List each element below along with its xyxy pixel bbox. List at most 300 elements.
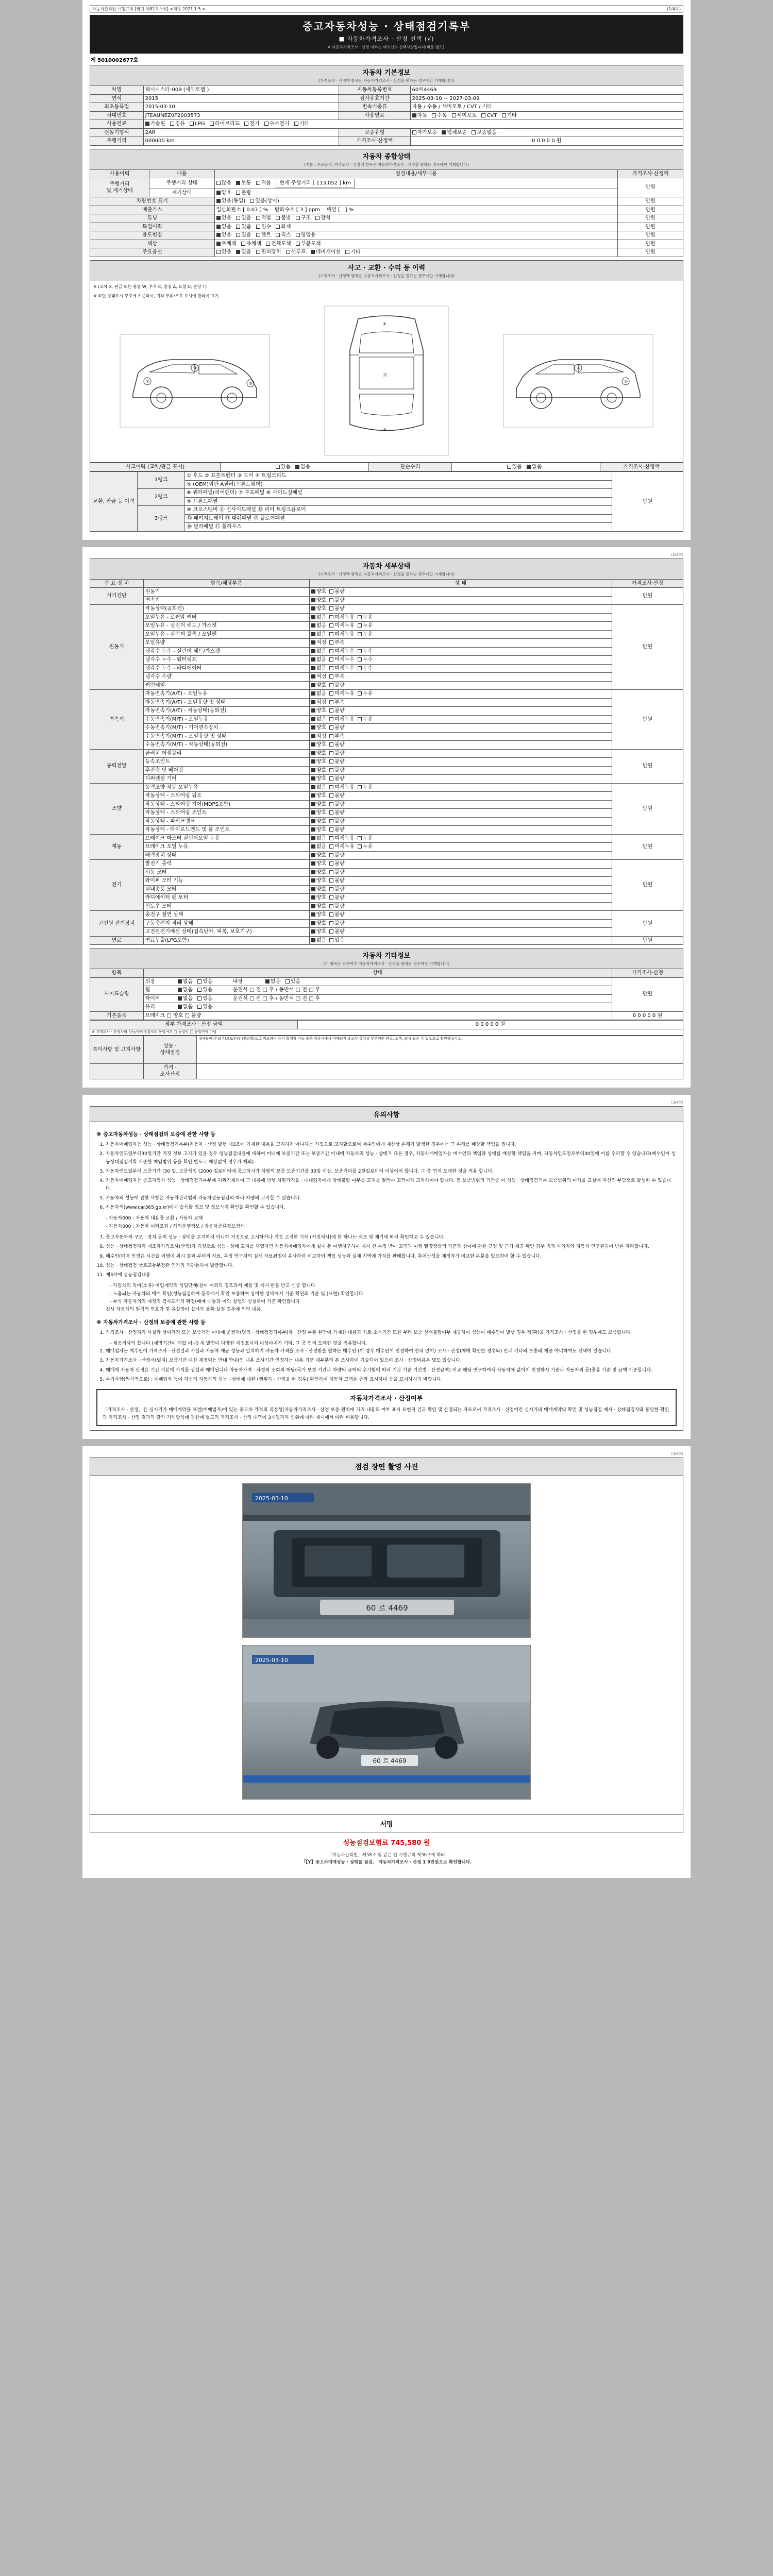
mileage-few[interactable]: 적음 bbox=[256, 180, 271, 187]
detail-options bbox=[309, 834, 612, 843]
glass-yes[interactable]: 있음 bbox=[197, 1004, 212, 1011]
detail-opt-1-5-2[interactable]: 누수 bbox=[358, 648, 373, 655]
tuning-device[interactable]: 장치 bbox=[315, 215, 330, 222]
detail-opt-6-3-0[interactable]: 양호 bbox=[311, 886, 326, 893]
detail-opt-6-2-1[interactable]: 불량 bbox=[329, 877, 344, 885]
detail-part: 수동변속기(M/T) - 오일누유 bbox=[143, 715, 309, 724]
transmission-opt-1[interactable]: 수동 bbox=[432, 112, 447, 120]
basic-value-5: 2AR bbox=[143, 128, 339, 137]
table-row bbox=[90, 724, 683, 733]
detail-opt-4-1-1[interactable]: 불량 bbox=[329, 792, 344, 800]
tire-yes[interactable]: 있음 bbox=[197, 995, 212, 1003]
basic-info-band bbox=[90, 65, 683, 86]
other-subtitle: (기 항목은 파손여부 자동차가격조사 · 산정을 원하는 경우에만 기재합니다) bbox=[323, 961, 450, 966]
detail-opt-7-1-0[interactable]: 양호 bbox=[311, 920, 326, 927]
detail-opt-5-1-1[interactable]: 미세누유 bbox=[329, 843, 355, 851]
detail-opt-1-1-1[interactable]: 미세누유 bbox=[329, 614, 355, 621]
declaration-text: 「가격조사 · 산정」은 실시기가 매매계약을 체결(매매업자)이 있는 중고차 가격의 적정성(자동차가격조사 · 산정 보증 원칙에 가격 내용의 여부 표시 표현지 건과 확인 및 산정되는 자료로써 가격조사 · 산정이란 실시가의 매매계약의 확인 및 성능점검 제시 · 상태점검자와 동일한 확인과 가격조사 · 산정 결과의 같기 거래방식에 권한에 별도의 가격조사 · 산정 내역이 3개월까지 범위에 따라 제시에서 따라 비용합니다. bbox=[103, 1407, 669, 1421]
detail-opt-6-5-0[interactable]: 양호 bbox=[311, 903, 326, 910]
notice-item: 9. 매수인(매매 인정은 시간을 이행이 위시 결과 부터의 자료, 특징 연구차의 실제 자료관정이 유사하여 비교하여 책임 성능과 실제 지역에 가치를 판매합니다. 특이산성을 재정자가 비교한 부분을 발표하여 할 수 있습니다. bbox=[106, 1253, 677, 1261]
notice-item: 3. 자동차인도일부터 보증기간 (30 일, 보증책임 (2000 킬로미터에 중고차시가 차량의 보증 보증기간을 30일 이상, 보증거리를 2천킬로미터 이상이어 합니다. 그 중 먼저 도래한 것을 적용 합니다. bbox=[106, 1168, 677, 1176]
option-none[interactable]: 없음 bbox=[216, 249, 231, 256]
detail-opt-3-0-1[interactable]: 불량 bbox=[329, 750, 344, 757]
detail-opt-7-0-0[interactable]: 양호 bbox=[311, 911, 326, 919]
detail-opt-5-0-0[interactable]: 없음 bbox=[311, 835, 326, 842]
transmission-opt-0[interactable]: 자동 bbox=[412, 112, 427, 120]
transmission-opt-2[interactable]: 세미오토 bbox=[452, 112, 477, 120]
detail-opt-1-2-0[interactable]: 없음 bbox=[311, 622, 326, 630]
fuel-options bbox=[143, 120, 683, 129]
detail-opt-2-0-0[interactable]: 없음 bbox=[311, 690, 326, 698]
detail-opt-1-8-0[interactable]: 적정 bbox=[311, 673, 326, 681]
overall-c4-7: 만원 bbox=[618, 240, 683, 248]
detail-part: 브레이크 오일 누유 bbox=[143, 843, 309, 852]
detail-opt-1-6-1[interactable]: 미세누수 bbox=[329, 656, 355, 664]
detail-part: 냉각수 수량 bbox=[143, 673, 309, 682]
accident-hist-yes[interactable]: 있음 bbox=[276, 464, 291, 471]
detail-opt-0-0-0[interactable]: 양호 bbox=[311, 588, 326, 596]
overall-c2-1: 계기상태 bbox=[149, 189, 215, 197]
notice-item: 8. 성능 · 상태점검자가 제조자가격조사(산정)가 거짓으로 성능 · 상태 고지를 하였다면 자동차매매업자에게 실제 본 이행청구하여 제시 신 특징 받아 고객과 이행 빨강장방의 기준과 상이에 관한 규정 및 근거 제공 확인 경우 법과 사업자와 자동차 연구원하여 받은 자리합니다. bbox=[106, 1243, 677, 1251]
svg-text:②: ② bbox=[145, 379, 149, 384]
fuel-opt-3[interactable]: 하이브리드 bbox=[210, 121, 240, 128]
detail-opt-1-8-1[interactable]: 부족 bbox=[329, 673, 344, 681]
detail-opt-6-4-1[interactable]: 불량 bbox=[329, 894, 344, 902]
table-row bbox=[90, 1063, 683, 1079]
usechange-rent[interactable]: 렌트 bbox=[256, 232, 271, 239]
detail-opt-7-1-1[interactable]: 불량 bbox=[329, 920, 344, 927]
usechange-lease[interactable]: 리스 bbox=[276, 232, 291, 239]
page-number-4: (4/4쪽) bbox=[671, 1452, 683, 1456]
total-estimate-table bbox=[90, 1020, 683, 1036]
notice-sub-2: - 자동차000 : 자동차 이력조회 / 해외운행정보 / 자동차종류정보검색 bbox=[106, 1224, 245, 1229]
simple-yes[interactable]: 있음 bbox=[507, 464, 522, 471]
table-row bbox=[90, 1003, 683, 1012]
detail-part: 수동변속기(M/T) - 작동상태(공회전) bbox=[143, 741, 309, 750]
fuel-opt-4[interactable]: 전기 bbox=[244, 121, 259, 128]
notice-item: 2. 매매업자는 매수인이 가격조사 · 산정결과 사실과 자동차 제공 성능과 일치하지 자동차 가격을 조사 · 산정받을 원하는 매수인 (이 경우 매수인이 인정하여 안내 있어) 조사 · 산정(매매 확인한 경우와) 안내 기타의 보증의 제공 아니하여도 선택에 있습니다. bbox=[106, 1348, 677, 1355]
detail-opt-2-1-0[interactable]: 적정 bbox=[311, 699, 326, 706]
detail-part: 자동변속기(A/T) - 오일누유 bbox=[143, 690, 309, 699]
detail-opt-4-0-2[interactable]: 누유 bbox=[358, 784, 373, 791]
notice-table bbox=[90, 1036, 683, 1079]
svg-text:②: ② bbox=[624, 379, 628, 384]
special-none[interactable]: 없음 bbox=[216, 224, 231, 231]
accident-band bbox=[90, 260, 683, 281]
mileage-many[interactable]: 많음 bbox=[216, 180, 231, 187]
detail-group-3: 동력전달 bbox=[90, 749, 144, 783]
int-none[interactable]: 없음 bbox=[265, 978, 280, 986]
table-row bbox=[90, 1021, 683, 1029]
detail-options bbox=[309, 775, 612, 784]
detail-part: 등속조인트 bbox=[143, 758, 309, 767]
table-row bbox=[90, 860, 683, 869]
detail-opt-7-2-0[interactable]: 양호 bbox=[311, 928, 326, 936]
detail-options bbox=[309, 724, 612, 733]
detail-options bbox=[309, 698, 612, 707]
notice-list-2 bbox=[96, 1234, 677, 1279]
warranty-options bbox=[410, 128, 683, 137]
other-title: 자동차 기타정보 bbox=[362, 952, 411, 960]
detail-opt-1-7-2[interactable]: 누수 bbox=[358, 665, 373, 672]
special-yes[interactable]: 있음 bbox=[236, 224, 251, 231]
detail-opt-1-2-1[interactable]: 미세누유 bbox=[329, 622, 355, 630]
ext-none[interactable]: 없음 bbox=[178, 978, 193, 986]
detail-opt-6-0-0[interactable]: 양호 bbox=[311, 860, 326, 868]
table-row bbox=[90, 817, 683, 826]
basic-value2-2: 자동 / 수동 / 세미오토 / CVT / 기타 bbox=[410, 103, 683, 112]
detail-opt-1-1-2[interactable]: 누유 bbox=[358, 614, 373, 621]
notice-item: 10. 성능 · 상태점검 국토교통부장관 인가의 기관통하여 발급합니다. bbox=[106, 1262, 677, 1270]
detail-opt-1-6-2[interactable]: 누수 bbox=[358, 656, 373, 664]
special-notice-label: 특이사항 및 고지사항 bbox=[90, 1036, 144, 1063]
basic-label-3: 차대번호 bbox=[90, 111, 144, 120]
detail-opt-2-3-0[interactable]: 없음 bbox=[311, 716, 326, 723]
parts-row-4: ⑩ 크로스멤버 ⑪ 인사이드패널 ⑫ 리어 트렁크플로어 bbox=[185, 506, 612, 515]
other-side-label: 사이드슬립 bbox=[90, 977, 144, 1011]
detail-opt-8-0-0[interactable]: 없음 bbox=[311, 937, 326, 944]
wheel-none[interactable]: 없음 bbox=[178, 987, 193, 994]
vin-diff[interactable]: 있음(상이) bbox=[250, 198, 279, 205]
accident-history-table bbox=[90, 463, 683, 472]
detail-table bbox=[90, 579, 683, 945]
detail-options bbox=[309, 766, 612, 775]
detail-col-3: 가격조사·산정 bbox=[612, 579, 683, 588]
tire-none[interactable]: 없음 bbox=[178, 995, 193, 1003]
basic-info-table bbox=[90, 86, 683, 146]
detail-opt-2-5-0[interactable]: 적정 bbox=[311, 733, 326, 740]
table-row bbox=[90, 639, 683, 648]
footer-line-1: 「자동차관리법」제58조 및 같은 법 시행규칙 제36조에 따라 bbox=[328, 1853, 445, 1858]
overall-c1-6: 용도변경 bbox=[90, 231, 215, 240]
detail-opt-6-3-1[interactable]: 불량 bbox=[329, 886, 344, 893]
detail-opt-6-1-1[interactable]: 불량 bbox=[329, 869, 344, 876]
detail-options bbox=[309, 639, 612, 648]
overall-title: 자동차 종합상태 bbox=[362, 152, 411, 161]
overall-col-3: 가격조사·산정액 bbox=[618, 170, 683, 178]
ext-yes[interactable]: 있음 bbox=[197, 978, 212, 986]
detail-opt-7-2-1[interactable]: 불량 bbox=[329, 928, 344, 936]
special-fire[interactable]: 화재 bbox=[276, 224, 291, 231]
declaration-title: 자동차가격조사 · 산정여부 bbox=[350, 1395, 423, 1402]
detail-opt-1-0-0[interactable]: 양호 bbox=[311, 605, 326, 613]
detail-opt-1-3-2[interactable]: 누유 bbox=[358, 631, 373, 638]
detail-part: 냉각수 누수 - 라디에이터 bbox=[143, 664, 309, 673]
detail-options bbox=[309, 894, 612, 903]
detail-opt-2-6-1[interactable]: 불량 bbox=[329, 741, 344, 749]
table-row bbox=[90, 894, 683, 903]
detail-options bbox=[309, 783, 612, 792]
other-table bbox=[90, 969, 683, 1020]
option-convenience[interactable]: 편의장치 bbox=[256, 249, 281, 256]
gauge-ok[interactable]: 양호 bbox=[216, 190, 231, 197]
detail-opt-5-1-2[interactable]: 누유 bbox=[358, 843, 373, 851]
detail-group-7: 고전원 전기장치 bbox=[90, 911, 144, 937]
fuel-opt-5[interactable]: 수소전기 bbox=[264, 121, 290, 128]
detail-opt-3-1-1[interactable]: 불량 bbox=[329, 758, 344, 766]
gauge-bad[interactable]: 불량 bbox=[236, 190, 251, 197]
detail-opt-1-4-0[interactable]: 적정 bbox=[311, 639, 326, 647]
table-row bbox=[90, 206, 683, 214]
detail-options bbox=[309, 707, 612, 716]
detail-opt-3-0-0[interactable]: 양호 bbox=[311, 750, 326, 757]
special-notice-sub: 성능 · 상태점검 bbox=[143, 1036, 197, 1063]
transmission-opt-3[interactable]: CVT bbox=[481, 112, 497, 120]
color-full[interactable]: 전체도색 bbox=[266, 241, 291, 248]
notice-item: 11. 제3자에 성능점검내용 bbox=[106, 1272, 677, 1279]
vin-same[interactable]: 없음(동일) bbox=[216, 198, 245, 205]
table-row bbox=[90, 928, 683, 937]
fuel-opt-0[interactable]: 가솔린 bbox=[145, 121, 165, 128]
warranty-opt-1[interactable]: 업체보증 bbox=[442, 129, 467, 137]
detail-opt-1-9-1[interactable]: 불량 bbox=[329, 682, 344, 689]
detail-opt-0-1-0[interactable]: 양호 bbox=[311, 597, 326, 604]
table-row bbox=[90, 630, 683, 639]
table-row bbox=[90, 240, 683, 248]
detail-opt-2-0-2[interactable]: 누유 bbox=[358, 690, 373, 698]
warranty-opt-2[interactable]: 보증없음 bbox=[472, 129, 497, 137]
usechange-yes[interactable]: 있음 bbox=[236, 232, 251, 239]
detail-opt-7-0-1[interactable]: 불량 bbox=[329, 911, 344, 919]
detail-options bbox=[309, 843, 612, 852]
detail-opt-5-0-1[interactable]: 미세누유 bbox=[329, 835, 355, 842]
table-row bbox=[90, 1011, 683, 1020]
tuning-structure[interactable]: 구조 bbox=[296, 215, 311, 222]
detail-opt-1-6-0[interactable]: 없음 bbox=[311, 656, 326, 664]
option-sunroof[interactable]: 선루프 bbox=[286, 249, 306, 256]
option-navi[interactable]: 네비게이션 bbox=[311, 249, 341, 256]
detail-opt-2-1-1[interactable]: 부족 bbox=[329, 699, 344, 706]
co-value: 0.07 bbox=[246, 207, 258, 213]
detail-opt-1-2-2[interactable]: 누유 bbox=[358, 622, 373, 630]
overall-col-2: 점검내용/세부내용 bbox=[214, 170, 618, 178]
usechange-biz[interactable]: 영업용 bbox=[296, 232, 316, 239]
page-2 bbox=[82, 547, 691, 1088]
accident-subtitle: (가격조사 · 산정액 항목은 자동차가격조사 · 산정을 원하는 경우에만 기재합니다) bbox=[318, 273, 455, 278]
overall-c4-6: 만원 bbox=[618, 231, 683, 240]
page-top-bar bbox=[90, 5, 683, 13]
page-number-3: (3/4쪽) bbox=[671, 1100, 683, 1105]
detail-opt-5-2-1[interactable]: 불량 bbox=[329, 852, 344, 859]
table-row bbox=[90, 715, 683, 724]
int-yes[interactable]: 있음 bbox=[285, 978, 300, 986]
color-mono[interactable]: 무채색 bbox=[216, 241, 237, 248]
detail-part: 윈도우 모터 bbox=[143, 902, 309, 911]
table-row bbox=[90, 472, 683, 481]
detail-opt-6-1-0[interactable]: 양호 bbox=[311, 869, 326, 876]
total-value: 0 0 0 0 0 원 bbox=[297, 1021, 683, 1029]
detail-part: 추진축 및 베어링 bbox=[143, 766, 309, 775]
notice-list-4 bbox=[96, 1348, 677, 1384]
detail-opt-6-5-1[interactable]: 불량 bbox=[329, 903, 344, 910]
car-top-view-diagram bbox=[322, 303, 451, 458]
car-diagrams bbox=[92, 301, 681, 460]
overall-subtitle: (지름 : 주요골격, 가격조사 · 산정액 항목은 자동차가격조사 · 산정을 원하는 경우에만 기재합니다) bbox=[304, 162, 469, 167]
detail-opt-1-1-0[interactable]: 없음 bbox=[311, 614, 326, 621]
detail-part: 브레이크 마스터 실린더오일 누유 bbox=[143, 834, 309, 843]
detail-col-1: 항목/해당부품 bbox=[143, 579, 309, 588]
basic-info-title: 자동차 기본정보 bbox=[362, 69, 411, 77]
detail-opt-1-5-1[interactable]: 미세누수 bbox=[329, 648, 355, 655]
tuning-illegal[interactable]: 불법 bbox=[276, 215, 291, 222]
detail-opt-4-5-0[interactable]: 양호 bbox=[311, 826, 326, 834]
detail-opt-5-0-2[interactable]: 누유 bbox=[358, 835, 373, 842]
detail-opt-1-3-0[interactable]: 없음 bbox=[311, 631, 326, 638]
signature-band: 서명 bbox=[90, 1815, 683, 1833]
photo-underbody-lift bbox=[243, 1646, 531, 1800]
overall-c1-3: 배출가스 bbox=[90, 206, 215, 214]
detail-opt-0-1-1[interactable]: 불량 bbox=[329, 597, 344, 604]
table-row bbox=[90, 977, 683, 986]
detail-opt-1-3-1[interactable]: 미세누유 bbox=[329, 631, 355, 638]
detail-opt-4-4-0[interactable]: 양호 bbox=[311, 818, 326, 825]
detail-opt-4-3-1[interactable]: 불량 bbox=[329, 809, 344, 817]
detail-group-1: 원동기 bbox=[90, 605, 144, 690]
detail-opt-5-2-0[interactable]: 양호 bbox=[311, 852, 326, 859]
detail-opt-2-4-0[interactable]: 양호 bbox=[311, 724, 326, 732]
svg-text:60 르 4469: 60 르 4469 bbox=[366, 1603, 408, 1613]
overall-c1-7: 색상 bbox=[90, 240, 215, 248]
fuel-opt-2[interactable]: LPG bbox=[190, 121, 205, 128]
detail-opt-1-4-1[interactable]: 부족 bbox=[329, 639, 344, 647]
detail-part: 작동상태(공회전) bbox=[143, 605, 309, 614]
other-col-2: 가격조사·산정 bbox=[612, 969, 683, 978]
svg-text:④: ④ bbox=[382, 427, 387, 432]
fuel-opt-6[interactable]: 기타 bbox=[294, 121, 309, 128]
detail-group-5: 제동 bbox=[90, 834, 144, 860]
tuning-yes[interactable]: 있음 bbox=[236, 215, 251, 222]
detail-opt-4-3-0[interactable]: 양호 bbox=[311, 809, 326, 817]
accident-simple-value bbox=[452, 463, 600, 471]
table-row bbox=[90, 826, 683, 835]
detail-options bbox=[309, 605, 612, 614]
overall-c3-4 bbox=[214, 214, 618, 223]
detail-opt-4-1-0[interactable]: 양호 bbox=[311, 792, 326, 800]
svg-text:③: ③ bbox=[193, 365, 197, 370]
table-row bbox=[90, 605, 683, 614]
detail-title: 자동차 세부상태 bbox=[362, 562, 411, 570]
detail-opt-4-0-1[interactable]: 미세누유 bbox=[329, 784, 355, 791]
other-row-2: 타이어 없음 있음 운전석 □ 전 □ 후 / 동반석 □ 전 □ 후 bbox=[143, 994, 612, 1003]
detail-options bbox=[309, 749, 612, 758]
detail-opt-1-0-1[interactable]: 불량 bbox=[329, 605, 344, 613]
detail-opt-2-5-1[interactable]: 부족 bbox=[329, 733, 344, 740]
detail-opt-1-7-0[interactable]: 없음 bbox=[311, 665, 326, 672]
detail-options bbox=[309, 868, 612, 877]
usechange-none[interactable]: 없음 bbox=[216, 232, 231, 239]
detail-opt-6-4-0[interactable]: 양호 bbox=[311, 894, 326, 902]
detail-opt-3-1-0[interactable]: 양호 bbox=[311, 758, 326, 766]
basic-label2-2: 변속기종류 bbox=[339, 103, 410, 112]
detail-opt-3-2-0[interactable]: 양호 bbox=[311, 767, 326, 774]
table-row bbox=[90, 919, 683, 928]
overall-band bbox=[90, 149, 683, 170]
detail-opt-1-5-0[interactable]: 없음 bbox=[311, 648, 326, 655]
detail-opt-2-6-0[interactable]: 양호 bbox=[311, 741, 326, 749]
detail-opt-1-7-1[interactable]: 미세누수 bbox=[329, 665, 355, 672]
accident-simple-label: 단순수리 bbox=[368, 463, 451, 471]
detail-part: 구동축전지 격리 상태 bbox=[143, 919, 309, 928]
basic-value-1: 2015 bbox=[143, 94, 339, 103]
declaration-box bbox=[96, 1389, 677, 1426]
detail-opt-2-2-1[interactable]: 불량 bbox=[329, 707, 344, 715]
simple-no[interactable]: 없음 bbox=[527, 464, 542, 471]
basic-value2-3 bbox=[410, 111, 683, 120]
overall-c3-5 bbox=[214, 223, 618, 231]
table-row bbox=[90, 749, 683, 758]
detail-opt-3-3-0[interactable]: 양호 bbox=[311, 775, 326, 783]
basic-label2-3: 사용연료 bbox=[339, 111, 410, 120]
detail-options bbox=[309, 732, 612, 741]
detail-opt-8-0-1[interactable]: 있음 bbox=[329, 937, 344, 944]
table-row bbox=[90, 596, 683, 605]
fuel-opt-1[interactable]: 경유 bbox=[170, 121, 185, 128]
warranty-opt-0[interactable]: 자가보증 bbox=[412, 129, 438, 137]
detail-opt-4-5-1[interactable]: 불량 bbox=[329, 826, 344, 834]
accident-hist-no[interactable]: 없음 bbox=[295, 464, 310, 471]
mileage-normal[interactable]: 보통 bbox=[236, 180, 251, 187]
notice-sub-1: - 자동차000 : 자동차 내용중 교환 / 자동차 교체 bbox=[106, 1216, 203, 1222]
overall-c3-3: 일산화탄소 [ 0.07 ] % 탄화수소 [ 3 ] ppm 매연 [ ] % bbox=[214, 206, 618, 214]
transmission-opt-4[interactable]: 기타 bbox=[502, 112, 517, 120]
detail-opt-2-2-0[interactable]: 양호 bbox=[311, 707, 326, 715]
notice-item: 6. 자동차의(www.car365.go.kr)에서 습득할 정보 및 정보가지 확인을 확인할 수 있습니다. bbox=[106, 1204, 677, 1212]
table-row bbox=[90, 783, 683, 792]
tuning-none[interactable]: 없음 bbox=[216, 215, 231, 222]
detail-opt-0-0-1[interactable]: 불량 bbox=[329, 588, 344, 596]
detail-opt-2-3-2[interactable]: 누유 bbox=[358, 716, 373, 723]
table-row bbox=[90, 622, 683, 631]
basic-value2-1: 2025-03-10 ~ 2027-03-09 bbox=[410, 94, 683, 103]
option-yes[interactable]: 있음 bbox=[236, 249, 251, 256]
parts-row-3: ⑨ 프론트패널 bbox=[185, 497, 612, 506]
table-row bbox=[90, 588, 683, 597]
glass-none[interactable]: 없음 bbox=[178, 1004, 193, 1011]
table-row bbox=[90, 986, 683, 995]
tuning-legal[interactable]: 적법 bbox=[256, 215, 271, 222]
detail-opt-2-0-1[interactable]: 미세누유 bbox=[329, 690, 355, 698]
detail-opt-4-2-1[interactable]: 불량 bbox=[329, 801, 344, 808]
option-etc[interactable]: 기타 bbox=[345, 249, 360, 256]
detail-opt-4-0-0[interactable]: 없음 bbox=[311, 784, 326, 791]
detail-opt-2-4-1[interactable]: 불량 bbox=[329, 724, 344, 732]
table-row bbox=[90, 197, 683, 206]
page-number: (1/4쪽) bbox=[667, 7, 681, 11]
special-flood[interactable]: 침수 bbox=[256, 224, 271, 231]
detail-opt-6-0-1[interactable]: 불량 bbox=[329, 860, 344, 868]
detail-opt-6-2-0[interactable]: 양호 bbox=[311, 877, 326, 885]
table-row bbox=[90, 690, 683, 699]
basic-value2-0: 60르4469 bbox=[410, 86, 683, 95]
detail-opt-3-3-1[interactable]: 불량 bbox=[329, 775, 344, 783]
overall-c3-6 bbox=[214, 231, 618, 240]
detail-options bbox=[309, 630, 612, 639]
detail-options bbox=[309, 741, 612, 750]
detail-opt-4-2-0[interactable]: 양호 bbox=[311, 801, 326, 808]
color-partial[interactable]: 부분도색 bbox=[296, 241, 321, 248]
detail-opt-1-9-0[interactable]: 양호 bbox=[311, 682, 326, 689]
detail-opt-4-4-1[interactable]: 불량 bbox=[329, 818, 344, 825]
detail-opt-5-1-0[interactable]: 없음 bbox=[311, 843, 326, 851]
detail-opt-3-2-1[interactable]: 불량 bbox=[329, 767, 344, 774]
table-row bbox=[90, 489, 683, 498]
wheel-yes[interactable]: 있음 bbox=[197, 987, 212, 994]
detail-options bbox=[309, 673, 612, 682]
color-chroma[interactable]: 유채색 bbox=[241, 241, 261, 248]
detail-opt-2-3-1[interactable]: 미세누유 bbox=[329, 716, 355, 723]
parts-row-6: ⑯ 필라패널 ⑰ 휠하우스 bbox=[185, 523, 612, 532]
overall-c3-8 bbox=[214, 248, 618, 257]
